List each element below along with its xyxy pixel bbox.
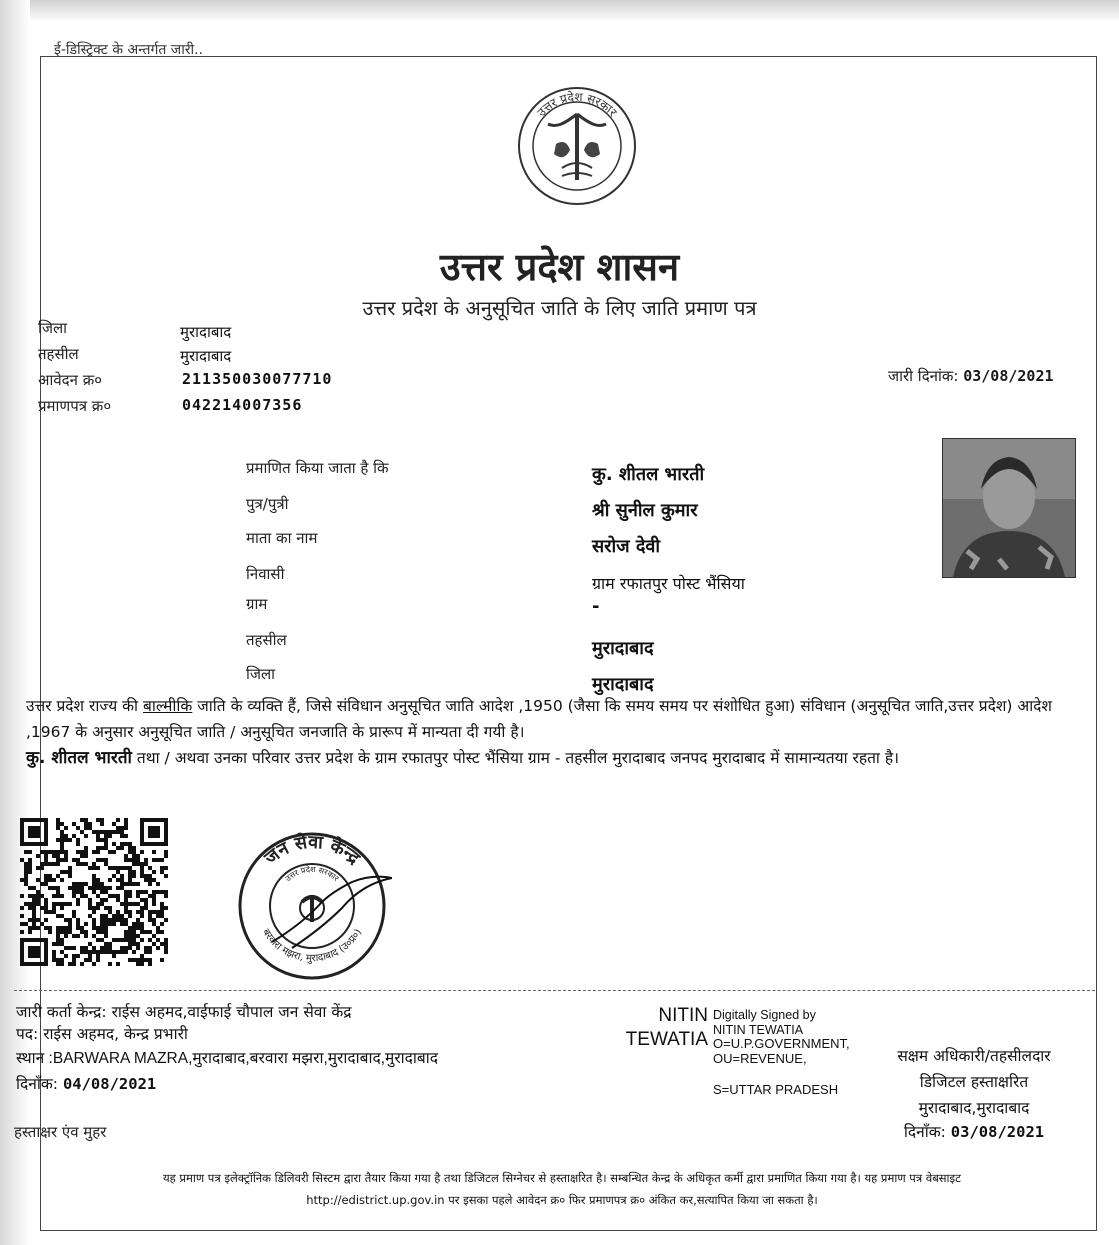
authority-date-label: दिनाँक: xyxy=(903,1123,946,1141)
qr-modules xyxy=(20,818,168,966)
svg-text:उत्तर प्रदेश सरकार xyxy=(284,864,342,884)
dsig-line-1: Digitally Signed by xyxy=(713,1008,816,1022)
issuer-date-label: दिनाँक: xyxy=(16,1075,58,1093)
tehsil-field-label: तहसील xyxy=(246,631,287,649)
issuer-post-label: पद: xyxy=(16,1025,39,1043)
caste-name: बाल्मीकि xyxy=(142,697,193,715)
issuer-place-value: BARWARA MAZRA,मुरादाबाद,बरवारा मझरा,मुरादाबाद,मुरादाबाद xyxy=(52,1050,439,1067)
applicant-photo xyxy=(942,438,1076,578)
seal-bottom-text: बरवारा मझरा, मुरादाबाद (उ०प्र०) xyxy=(259,927,365,965)
certified-label: प्रमाणित किया जाता है कि xyxy=(246,459,389,477)
issuer-date-value: 04/08/2021 xyxy=(62,1075,157,1093)
footer-divider xyxy=(14,990,1095,992)
dsig-line-2: NITIN TEWATIA xyxy=(713,1022,804,1037)
district-field-label: जिला xyxy=(246,665,276,683)
body-text-1: उत्तर प्रदेश राज्य की xyxy=(26,697,143,715)
certificate-no-label: प्रमाणपत्र क्र० xyxy=(38,397,112,415)
jan-seva-kendra-seal xyxy=(232,826,392,986)
village-label: ग्राम xyxy=(246,595,268,613)
district-value: मुरादाबाद xyxy=(180,323,232,341)
up-government-emblem xyxy=(512,84,642,208)
mother-name-label: माता का नाम xyxy=(246,529,318,547)
issue-date-label: जारी दिनांक: xyxy=(888,367,959,385)
certificate-no: 042214007356 xyxy=(182,396,303,414)
certificate-body xyxy=(26,693,1086,771)
tehsil-field-value: मुरादाबाद xyxy=(592,638,654,659)
authority-date-value: 03/08/2021 xyxy=(950,1123,1045,1141)
application-no: 211350030077710 xyxy=(182,370,333,388)
applicant-name: कु. शीतल भारती xyxy=(592,464,705,485)
issuer-post xyxy=(16,1022,188,1044)
issuer-place xyxy=(16,1046,438,1068)
authority-sig-label: डिजिटल हस्ताक्षरित xyxy=(919,1073,1029,1091)
district-field-value: मुरादाबाद xyxy=(592,674,654,695)
resident-value: ग्राम रफातपुर पोस्ट भैंसिया xyxy=(592,574,745,593)
issuer-post-value: राईस अहमद, केन्द्र प्रभारी xyxy=(43,1025,188,1043)
body-text-2: जाति के व्यक्ति हैं, जिसे संविधान अनुसूचित जाति आदेश ,1950 (जैसा कि समय समय पर संशोधित हुआ) संविधान (अनुसूचित जाति,उत्तर प्रदेश) आदेश ,1967 के अनुसार अनुसूचित जाति / अनुसूचित जनजाति के प्रारूप में मान्यता दी गयी है। xyxy=(26,697,1052,741)
signer-first-name: NITIN xyxy=(658,1005,708,1026)
digital-signature-details xyxy=(713,1008,850,1066)
village-value: - xyxy=(592,596,600,617)
certificate-subtitle: उत्तर प्रदेश के अनुसूचित जाति के लिए जाति प्रमाण पत्र xyxy=(362,296,757,320)
footer-note-2: http://edistrict.up.gov.in पर इसका पहले आवेदन क्र० फिर प्रमाणपत्र क्र० अंकित कर,सत्यापित किया जा सकता है। xyxy=(306,1193,818,1207)
application-no-label: आवेदन क्र० xyxy=(38,371,103,389)
emblem-text: उत्तर प्रदेश सरकार xyxy=(534,89,620,120)
tehsil-label: तहसील xyxy=(38,345,79,363)
resident-label: निवासी xyxy=(246,565,285,583)
authority-place: मुरादाबाद,मुरादाबाद xyxy=(918,1099,1030,1117)
scan-top-shadow xyxy=(0,0,1119,22)
footer-note-1: यह प्रमाण पत्र इलेक्ट्रॉनिक डिलिवरी सिस्टम द्वारा तैयार किया गया है तथा डिजिटल सिग्नेचर से हस्ताक्षरित है। सम्बन्धित केन्द्र के अधिकृत कर्मी द्वारा प्रमाणित किया गया है। यह प्रमाण पत्र वेबसाइट xyxy=(163,1171,961,1185)
issue-date-value: 03/08/2021 xyxy=(963,367,1054,385)
son-daughter-label: पुत्र/पुत्री xyxy=(246,495,289,513)
qr-code xyxy=(20,818,168,966)
seal-inner-text: उत्तर प्रदेश सरकार xyxy=(283,864,341,884)
seal-outer-text: जन सेवा केन्द्र xyxy=(260,831,364,869)
issuer-date xyxy=(16,1072,156,1094)
dsig-state: S=UTTAR PRADESH xyxy=(713,1082,839,1097)
handwritten-signature xyxy=(272,877,392,948)
issuer-place-label: स्थान : xyxy=(16,1050,53,1067)
digital-signer-name xyxy=(612,1004,708,1052)
father-name: श्री सुनील कुमार xyxy=(592,500,698,521)
district-label: जिला xyxy=(38,319,68,337)
dsig-line-4: OU=REVENUE, xyxy=(713,1050,807,1066)
issuing-center-label: जारी कर्ता केन्द्र: xyxy=(16,1003,107,1021)
tehsil-value: मुरादाबाद xyxy=(180,347,232,365)
mother-name: सरोज देवी xyxy=(592,536,661,557)
issue-date xyxy=(888,366,1054,386)
authority-date xyxy=(866,1120,1082,1142)
authority-title: सक्षम अधिकारी/तहसीलदार xyxy=(897,1047,1051,1065)
issuing-center-value: राईस अहमद,वाईफाई चौपाल जन सेवा केंद्र xyxy=(111,1003,352,1021)
issued-under-note: ई-डिस्ट्रिक्ट के अन्तर्गत जारी.. xyxy=(54,42,204,58)
dsig-line-3: O=U.P.GOVERNMENT, xyxy=(713,1036,850,1051)
signer-last-name: TEWATIA xyxy=(625,1029,708,1050)
issuing-center xyxy=(16,1000,352,1022)
signature-and-seal-label: हस्ताक्षर एंव मुहर xyxy=(14,1123,107,1141)
body-text-3: तथा / अथवा उनका परिवार उत्तर प्रदेश के ग्राम रफातपुर पोस्ट भैंसिया ग्राम - तहसील मुरादाबाद जनपद मुरादाबाद में सामान्यतया रहता है। xyxy=(131,749,899,767)
body-applicant-name: कु. शीतल भारती xyxy=(26,748,132,768)
page-title: उत्तर प्रदेश शासन xyxy=(439,245,680,289)
